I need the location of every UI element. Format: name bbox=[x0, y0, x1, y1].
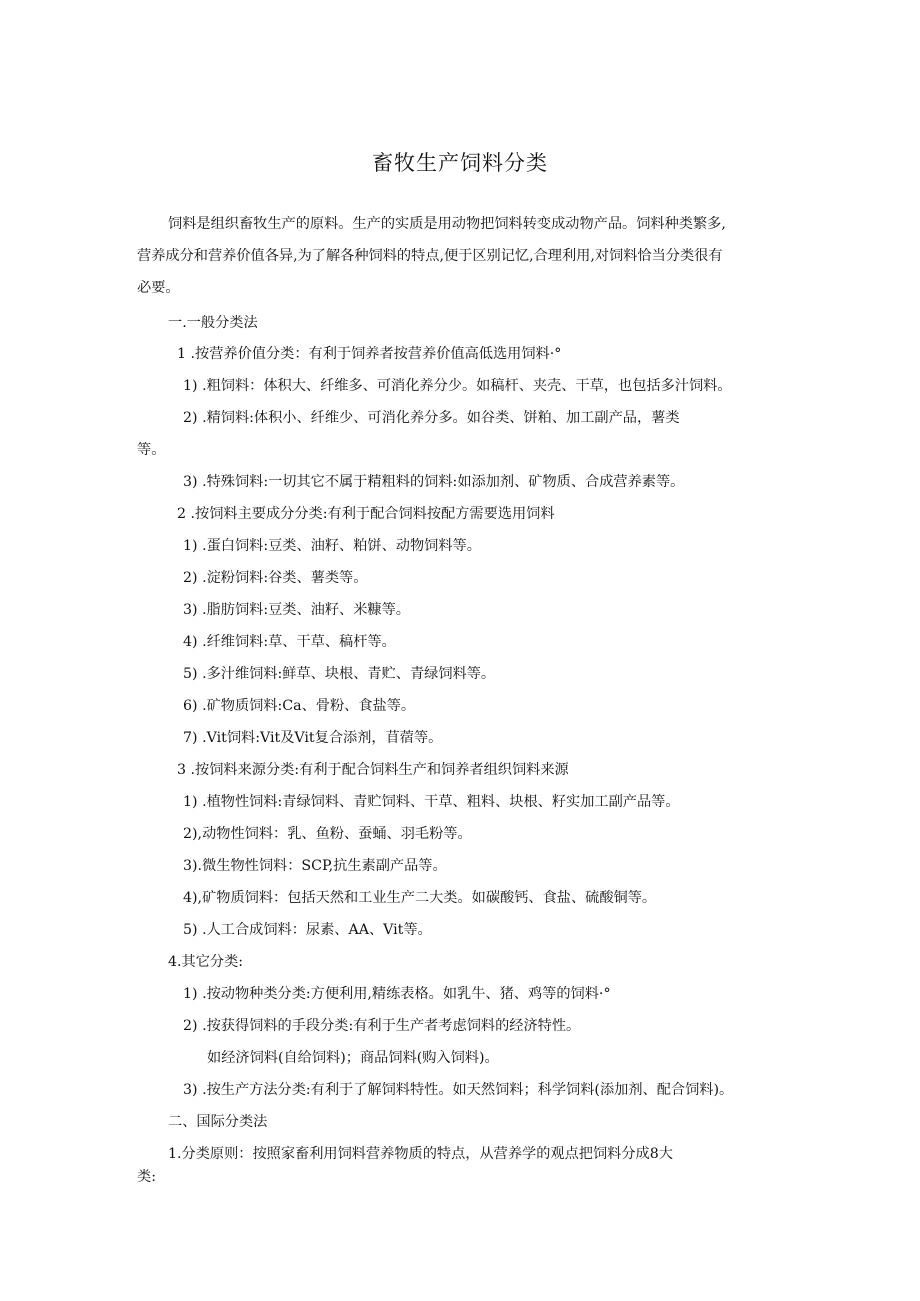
list-item: 5) .多汁维饲料:鲜草、块根、青贮、青绿饲料等。 bbox=[183, 666, 496, 682]
list-item-continuation: 如经济饲料(自给饲料)；商品饲料(购入饲料)。 bbox=[207, 1050, 499, 1066]
subsection-heading: 1 .按营养价值分类：有利于饲养者按营养价值高低选用饲料·° bbox=[177, 346, 562, 362]
list-item: 1) .植物性饲料:青绿饲料、青贮饲料、干草、粗料、块根、籽实加工副产品等。 bbox=[183, 794, 680, 810]
intro-line-1: 饲料是组织畜牧生产的原料。生产的实质是用动物把饲料转变成动物产品。饲料种类繁多, bbox=[168, 216, 726, 232]
list-item: 5) .人工合成饲料：尿素、AA、Vit等。 bbox=[183, 922, 432, 938]
list-item: 3) .按生产方法分类:有利于了解饲料特性。如天然饲料；科学饲料(添加剂、配合饲料)。 bbox=[183, 1082, 734, 1098]
document-title: 畜牧生产饲料分类 bbox=[372, 151, 548, 175]
subsection-heading: 4.其它分类: bbox=[168, 954, 244, 970]
list-item: 2) .按获得饲料的手段分类:有利于生产者考虑饲料的经济特性。 bbox=[183, 1018, 581, 1034]
list-item: 3) .脂肪饲料:豆类、油籽、米糠等。 bbox=[183, 602, 410, 618]
subsection-heading: 2 .按饲料主要成分分类:有利于配合饲料按配方需要选用饲料 bbox=[177, 506, 555, 522]
list-item: 1) .按动物种类分类:方便利用,精练表格。如乳牛、猪、鸡等的饲料·° bbox=[183, 986, 611, 1002]
list-item-continuation: 等。 bbox=[137, 442, 166, 458]
list-item: 1) .粗饲料：体积大、纤维多、可消化养分少。如稿杆、夹壳、干草，也包括多汁饲料。 bbox=[183, 378, 732, 394]
list-item: 4) .纤维饲料:草、干草、稿杆等。 bbox=[183, 634, 396, 650]
intro-line-3: 必要。 bbox=[137, 280, 180, 296]
list-item: 2),动物性饲料：乳、鱼粉、蚕蛹、羽毛粉等。 bbox=[183, 826, 472, 842]
list-item: 4),矿物质饲料：包括天然和工业生产二大类。如碳酸钙、食盐、硫酸铜等。 bbox=[183, 890, 657, 906]
paragraph-line: 类: bbox=[137, 1169, 156, 1185]
section-heading: 一.一般分类法 bbox=[168, 315, 258, 331]
section-heading: 二、国际分类法 bbox=[168, 1114, 268, 1130]
paragraph-line: 1.分类原则：按照家畜利用饲料营养物质的特点，从营养学的观点把饲料分成8大 bbox=[168, 1146, 673, 1162]
list-item: 3).微生物性饲料：SCP,抗生素副产品等。 bbox=[183, 858, 447, 874]
intro-line-2: 营养成分和营养价值各异,为了解各种饲料的特点,便于区别记忆,合理利用,对饲料恰当分类很有 bbox=[137, 248, 723, 264]
list-item: 1) .蛋白饲料:豆类、油籽、粕饼、动物饲料等。 bbox=[183, 538, 481, 554]
subsection-heading: 3 .按饲料来源分类:有利于配合饲料生产和饲养者组织饲料来源 bbox=[177, 762, 569, 778]
list-item: 3) .特殊饲料:一切其它不属于精粗料的饲料:如添加剂、矿物质、合成营养素等。 bbox=[183, 474, 685, 490]
list-item: 2) .精饲料:体积小、纤维少、可消化养分多。如谷类、饼粕、加工副产品，薯类 bbox=[183, 410, 680, 426]
list-item: 6) .矿物质饲料:Ca、骨粉、食盐等。 bbox=[183, 698, 416, 714]
list-item: 7) .Vit饲料:Vit及Vit复合添剂，苜蓿等。 bbox=[183, 730, 443, 746]
list-item: 2) .淀粉饲料:谷类、薯类等。 bbox=[183, 570, 368, 586]
